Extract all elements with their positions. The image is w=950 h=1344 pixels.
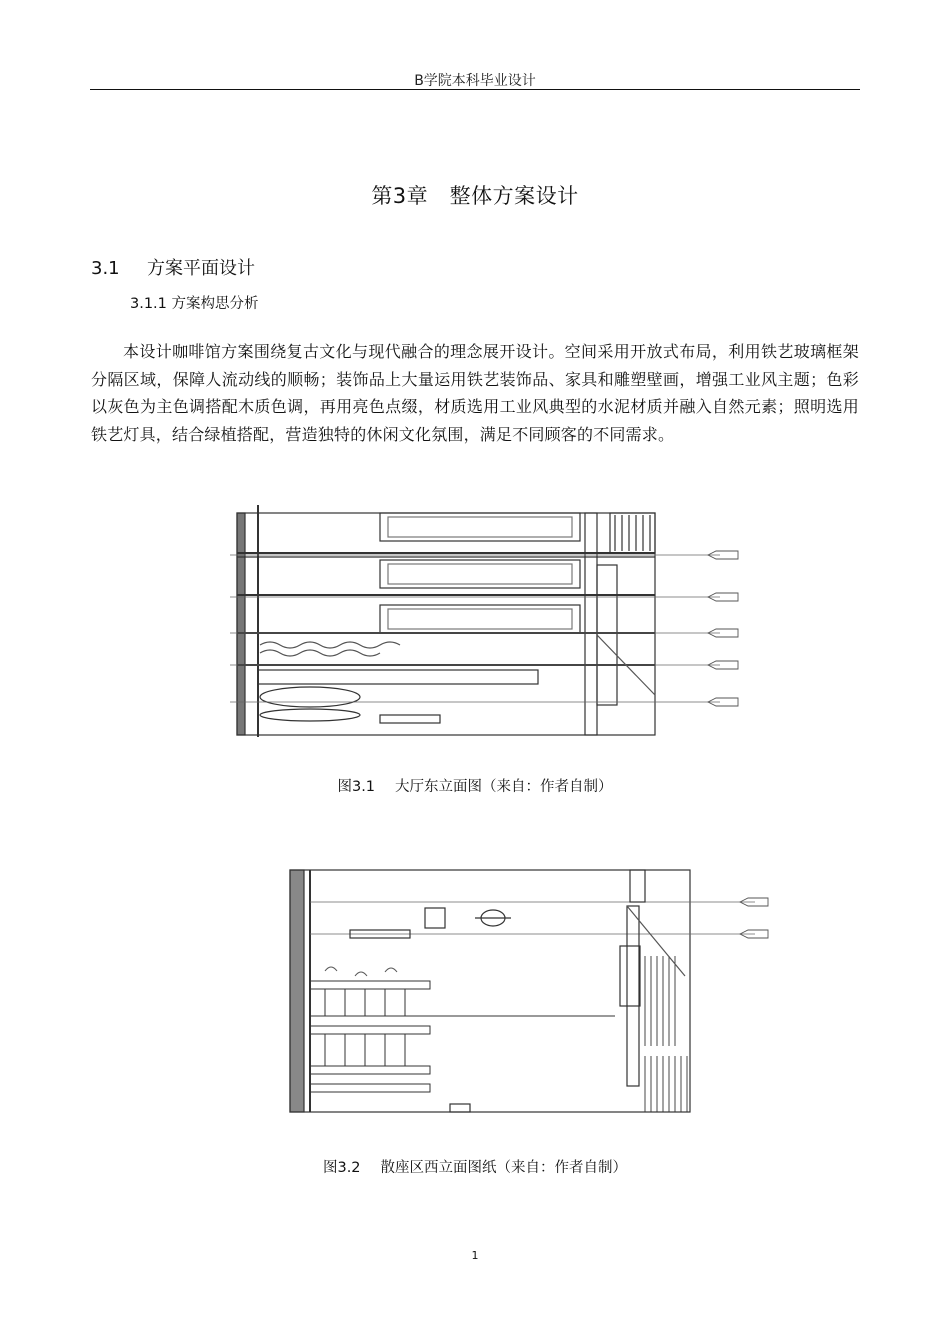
- subsection-heading: 3.1.1 方案构思分析: [130, 296, 259, 312]
- header-rule: [90, 89, 860, 90]
- figure-3-2-number: 图3.2: [322, 1160, 361, 1176]
- figure-3-1-elevation-drawing: [230, 505, 775, 737]
- running-header: B学院本科毕业设计: [414, 73, 536, 89]
- section-heading: [91, 254, 255, 280]
- section-title: 方案平面设计: [147, 258, 255, 279]
- figure-3-1-text: 大厅东立面图（来自：作者自制）: [395, 779, 613, 795]
- figure-3-2-caption: [0, 1156, 950, 1177]
- figure-3-2-elevation-drawing: [285, 866, 770, 1114]
- page-number: 1: [471, 1249, 479, 1262]
- figure-3-1-number: 图3.1: [337, 779, 376, 795]
- section-number: 3.1: [91, 258, 120, 279]
- figure-3-1-caption: [0, 775, 950, 796]
- body-paragraph: 本设计咖啡馆方案围绕复古文化与现代融合的理念展开设计。空间采用开放式布局，利用铁艺玻璃框架分隔区域，保障人流动线的顺畅；装饰品上大量运用铁艺装饰品、家具和雕塑壁画，增强工业风主题；色彩以灰色为主色调搭配木质色调，再用亮色点缀，材质选用工业风典型的水泥材质并融入自然元素；照明选用铁艺灯具，结合绿植搭配，营造独特的休闲文化氛围，满足不同顾客的不同需求。: [91, 342, 859, 444]
- figure-3-2-text: 散座区西立面图纸（来自：作者自制）: [380, 1160, 628, 1176]
- chapter-title: 第3章 整体方案设计: [371, 184, 579, 208]
